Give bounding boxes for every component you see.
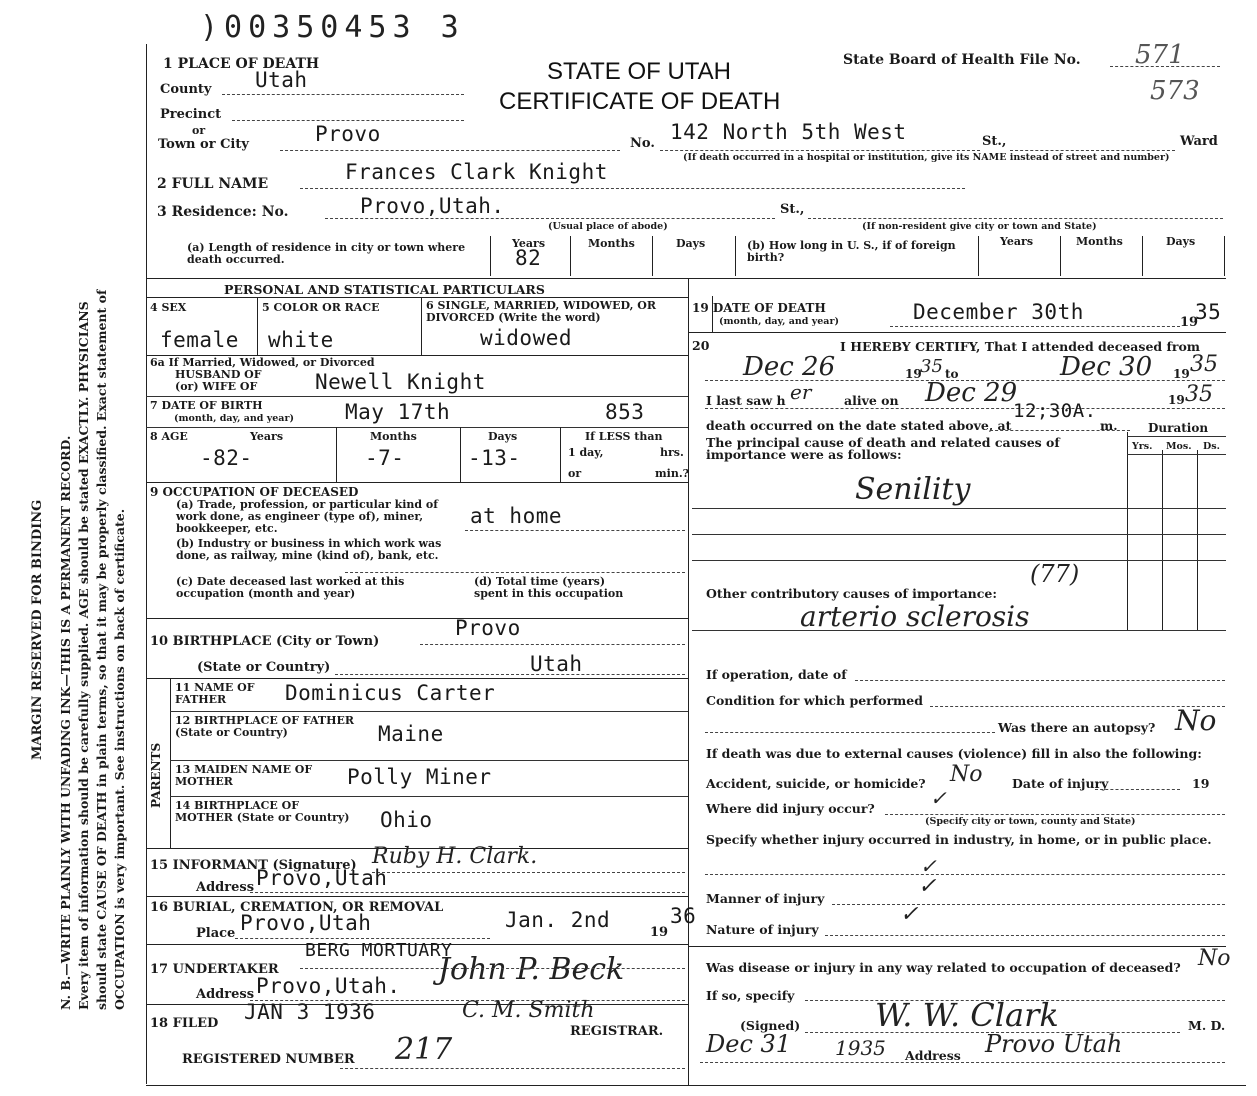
street-label: St., bbox=[982, 134, 1007, 149]
marital-label: 6 SINGLE, MARRIED, WIDOWED, OR DIVORCED (Write the word) bbox=[426, 299, 657, 324]
hospital-note: (If death occurred in a hospital or institution, give its NAME instead of street and number) bbox=[683, 152, 1170, 163]
age-days-label: Days bbox=[488, 430, 518, 443]
attended-to-value: Dec 30 bbox=[1060, 352, 1153, 382]
residence-street-label: St., bbox=[780, 202, 805, 217]
less-than-label: If LESS than bbox=[585, 430, 663, 443]
operation-label: If operation, date of bbox=[706, 667, 847, 682]
filed-label: 18 FILED bbox=[150, 1016, 219, 1031]
registrar-signature: C. M. Smith bbox=[462, 998, 595, 1023]
signature-date-value: Dec 31 bbox=[706, 1030, 792, 1058]
occupation-a-label: (a) Trade, profession, or particular kind of work done, as engineer (type of), miner, bookkeeper, etc. bbox=[176, 498, 438, 535]
signed-label: (Signed) bbox=[740, 1018, 801, 1033]
injury-year-prefix: 19 bbox=[1192, 776, 1210, 791]
autopsy-value: No bbox=[1175, 704, 1217, 737]
burial-date-value: Jan. 2nd bbox=[505, 908, 611, 932]
occupation-a-value: at home bbox=[470, 504, 563, 528]
duration-days-label: Ds. bbox=[1203, 441, 1220, 452]
other-causes-mark: (77) bbox=[1030, 560, 1080, 588]
registered-number-value: 217 bbox=[395, 1032, 453, 1067]
street-address-value: 142 North 5th West bbox=[670, 120, 907, 144]
date-of-death-sub-label: (month, day, and year) bbox=[719, 316, 839, 327]
sex-value: female bbox=[160, 328, 239, 352]
informant-address-value: Provo,Utah bbox=[256, 866, 388, 890]
nature-injury-mark: ✓ bbox=[900, 902, 919, 927]
undertaker-label: 17 UNDERTAKER bbox=[150, 962, 279, 977]
physician-signature: W. W. Clark bbox=[875, 996, 1059, 1034]
less-day-label: 1 day, bbox=[568, 446, 604, 459]
state-title: STATE OF UTAH bbox=[547, 58, 731, 85]
margin-instruction-3: should state CAUSE OF DEATH in plain terms, so that it may be properly classified. Exact statement of bbox=[94, 289, 109, 1010]
where-injury-label: Where did injury occur? bbox=[706, 801, 875, 816]
father-birthplace-value: Maine bbox=[378, 722, 444, 746]
us-months-label: Months bbox=[1076, 235, 1123, 248]
date-of-death-label: 19 DATE OF DEATH bbox=[692, 301, 826, 315]
registered-number-label: REGISTERED NUMBER bbox=[182, 1052, 355, 1067]
last-saw-value: er bbox=[790, 380, 812, 404]
birthplace-city-value: Provo bbox=[455, 616, 521, 640]
place-of-death-heading: 1 PLACE OF DEATH bbox=[163, 56, 320, 72]
binding-margin-label: MARGIN RESERVED FOR BINDING bbox=[30, 499, 45, 760]
hours-label: hrs. bbox=[660, 446, 684, 459]
occupation-disease-value: No bbox=[1198, 946, 1231, 971]
death-occurred-label: death occurred on the date stated above, at bbox=[706, 418, 1012, 433]
dod-year-value: 35 bbox=[1195, 300, 1222, 324]
or-label: or bbox=[192, 124, 206, 137]
age-label: 8 AGE bbox=[150, 430, 188, 443]
time-of-death-value: 12;30A. bbox=[1013, 400, 1097, 422]
undertaker-address-label: Address bbox=[196, 987, 255, 1002]
occupation-c-label: (c) Date deceased last worked at this occupation (month and year) bbox=[176, 575, 405, 600]
manner-injury-label: Manner of injury bbox=[706, 891, 825, 906]
date-of-death-value: December 30th bbox=[913, 300, 1084, 324]
age-days-value: -13- bbox=[468, 446, 521, 470]
attended-to-label: to bbox=[945, 367, 959, 381]
spouse-value: Newell Knight bbox=[315, 370, 486, 394]
precinct-label: Precinct bbox=[160, 107, 222, 122]
undertaker-name: BERG MORTUARY bbox=[305, 940, 453, 961]
us-days-label: Days bbox=[1166, 235, 1196, 248]
other-causes-label: Other contributory causes of importance: bbox=[706, 586, 997, 601]
burial-place-value: Provo,Utah bbox=[240, 911, 372, 935]
residence-label: 3 Residence: No. bbox=[157, 204, 289, 220]
cause-of-death-value: Senility bbox=[855, 472, 971, 507]
burial-label: 16 BURIAL, CREMATION, OR REMOVAL bbox=[150, 900, 444, 915]
certificate-title: CERTIFICATE OF DEATH bbox=[499, 88, 781, 115]
or-min-label: or bbox=[568, 467, 582, 480]
us-years-label: Years bbox=[1000, 235, 1034, 248]
injury-place-specify-label: Specify whether injury occurred in industry, in home, or in public place. bbox=[706, 832, 1212, 847]
dob-year-value: 853 bbox=[605, 400, 645, 424]
file-number-alt: 573 bbox=[1150, 76, 1200, 106]
town-value: Provo bbox=[315, 122, 381, 146]
informant-signature: Ruby H. Clark. bbox=[372, 844, 538, 869]
condition-label: Condition for which performed bbox=[706, 693, 923, 708]
duration-label: Duration bbox=[1148, 421, 1209, 435]
occupation-heading: 9 OCCUPATION OF DECEASED bbox=[150, 485, 359, 499]
residence-value: Provo,Utah. bbox=[360, 194, 505, 218]
dob-label: 7 DATE OF BIRTH bbox=[150, 399, 263, 412]
dob-value: May 17th bbox=[345, 400, 451, 424]
county-value: Utah bbox=[255, 68, 308, 92]
attended-from-value: Dec 26 bbox=[743, 352, 836, 382]
father-birthplace-label: 12 BIRTHPLACE OF FATHER (State or Country) bbox=[175, 714, 355, 739]
time-m-label: m. bbox=[1100, 418, 1118, 433]
manner-injury-mark: ✓ bbox=[918, 874, 937, 899]
physician-address-label: Address bbox=[905, 1048, 961, 1063]
margin-instruction-1: N. B.—WRITE PLAINLY WITH UNFADING INK—THIS IS A PERMANENT RECORD. bbox=[58, 435, 73, 1010]
undertaker-signature: John P. Beck bbox=[438, 952, 625, 987]
alive-on-value: Dec 29 bbox=[925, 378, 1018, 408]
attended-from-year: 35 bbox=[920, 356, 943, 377]
length-residence-label: (a) Length of residence in city or town where death occurred. bbox=[187, 241, 466, 266]
where-injury-mark: ✓ bbox=[930, 786, 947, 810]
occupation-b-label: (b) Industry or business in which work was done, as railway, mine (kind of), bank, etc. bbox=[176, 537, 442, 562]
non-resident-note: (If non-resident give city or town and State) bbox=[862, 221, 1097, 232]
duration-years-label: Yrs. bbox=[1132, 441, 1153, 452]
alive-on-label: alive on bbox=[844, 393, 899, 408]
injury-date-label: Date of injury bbox=[1012, 776, 1109, 791]
signature-year-value: 1935 bbox=[835, 1036, 886, 1060]
spouse-label-c: (or) WIFE OF bbox=[175, 380, 258, 393]
margin-instruction-2: Every item of information should be carefully supplied. AGE should be stated EXACTLY. PHYSICIANS bbox=[76, 301, 91, 1010]
file-number-label: State Board of Health File No. bbox=[843, 52, 1081, 68]
external-causes-label: If death was due to external causes (violence) fill in also the following: bbox=[706, 746, 1202, 761]
birthplace-state-value: Utah bbox=[530, 652, 583, 676]
accident-value: No bbox=[950, 762, 983, 787]
residence-days-label: Days bbox=[676, 237, 706, 250]
sex-label: 4 SEX bbox=[150, 301, 187, 314]
burial-year-prefix: 19 bbox=[650, 925, 669, 940]
full-name-label: 2 FULL NAME bbox=[157, 176, 269, 192]
us-residence-label: (b) How long in U. S., if of foreign birth? bbox=[747, 239, 956, 264]
attended-to-year: 35 bbox=[1190, 352, 1218, 377]
mother-birthplace-value: Ohio bbox=[380, 808, 433, 832]
certify-number: 20 bbox=[692, 338, 710, 353]
injury-place-mark: ✓ bbox=[920, 854, 937, 878]
md-label: M. D. bbox=[1188, 1018, 1226, 1033]
color-value: white bbox=[268, 328, 334, 352]
dod-year-prefix: 19 bbox=[1180, 315, 1199, 330]
mother-birthplace-label: 14 BIRTHPLACE OF MOTHER (State or Country) bbox=[175, 799, 350, 824]
residence-years-label: Years bbox=[512, 237, 546, 250]
county-label: County bbox=[160, 82, 212, 97]
autopsy-label: Was there an autopsy? bbox=[998, 720, 1156, 735]
mother-name-label: 13 MAIDEN NAME OF MOTHER bbox=[175, 763, 313, 788]
mother-name-value: Polly Miner bbox=[347, 765, 492, 789]
marital-value: widowed bbox=[480, 326, 573, 350]
informant-label: 15 INFORMANT (Signature) bbox=[150, 858, 357, 873]
town-label: Town or City bbox=[158, 137, 249, 152]
last-saw-label: I last saw h bbox=[706, 393, 786, 408]
age-years-value: -82- bbox=[200, 446, 253, 470]
occupation-d-label: (d) Total time (years) spent in this occupation bbox=[474, 575, 624, 600]
birthplace-state-label: (State or Country) bbox=[197, 660, 331, 675]
birthplace-label: 10 BIRTHPLACE (City or Town) bbox=[150, 634, 380, 649]
spouse-label-b: HUSBAND OF bbox=[175, 368, 262, 381]
burial-place-label: Place bbox=[196, 926, 236, 941]
color-label: 5 COLOR OR RACE bbox=[262, 301, 380, 314]
full-name-value: Frances Clark Knight bbox=[345, 160, 608, 184]
residence-years-value: 82 bbox=[515, 246, 542, 270]
file-number-value: 571 bbox=[1135, 40, 1185, 70]
dob-sub-label: (month, day, and year) bbox=[174, 413, 294, 424]
to-year-prefix: 19 bbox=[1173, 367, 1190, 381]
occupation-disease-label: Was disease or injury in any way related to occupation of deceased? bbox=[706, 960, 1181, 975]
accident-label: Accident, suicide, or homicide? bbox=[706, 776, 926, 791]
age-months-label: Months bbox=[370, 430, 417, 443]
margin-instruction-4: OCCUPATION is very important. See instructions on back of certificate. bbox=[112, 508, 127, 1010]
personal-heading: PERSONAL AND STATISTICAL PARTICULARS bbox=[224, 282, 545, 297]
principal-cause-label: The principal cause of death and related causes of importance were as follows: bbox=[706, 435, 1060, 462]
other-causes-value: arterio sclerosis bbox=[800, 600, 1030, 633]
filed-date-value: JAN 3 1936 bbox=[244, 1000, 376, 1024]
alive-on-year: 35 bbox=[1185, 382, 1213, 407]
burial-year-value: 36 bbox=[670, 904, 697, 928]
age-months-value: -7- bbox=[365, 446, 405, 470]
if-so-specify-label: If so, specify bbox=[706, 988, 795, 1003]
parents-side-label: PARENTS bbox=[149, 742, 163, 808]
alive-year-prefix: 19 bbox=[1168, 393, 1185, 407]
registrar-label: REGISTRAR. bbox=[570, 1024, 664, 1039]
father-name-label: 11 NAME OF FATHER bbox=[175, 681, 255, 706]
street-number-label: No. bbox=[630, 136, 655, 151]
where-injury-note: (Specify city or town, county and State) bbox=[925, 816, 1136, 827]
ward-label: Ward bbox=[1180, 134, 1218, 149]
physician-address-value: Provo Utah bbox=[985, 1030, 1123, 1058]
minutes-label: min.? bbox=[655, 467, 690, 480]
nature-injury-label: Nature of injury bbox=[706, 922, 819, 937]
age-years-label: Years bbox=[250, 430, 284, 443]
certificate-serial-number: )00350453 3 bbox=[200, 10, 465, 45]
residence-months-label: Months bbox=[588, 237, 635, 250]
duration-months-label: Mos. bbox=[1166, 441, 1192, 452]
father-name-value: Dominicus Carter bbox=[285, 681, 496, 705]
from-year-prefix: 19 bbox=[905, 367, 922, 381]
spouse-label-a: 6a If Married, Widowed, or Divorced bbox=[150, 356, 375, 369]
certify-label: I HEREBY CERTIFY, That I attended deceased from bbox=[840, 339, 1201, 354]
undertaker-address-value: Provo,Utah. bbox=[256, 974, 401, 998]
informant-address-label: Address bbox=[196, 880, 255, 895]
usual-abode-note: (Usual place of abode) bbox=[548, 221, 668, 232]
